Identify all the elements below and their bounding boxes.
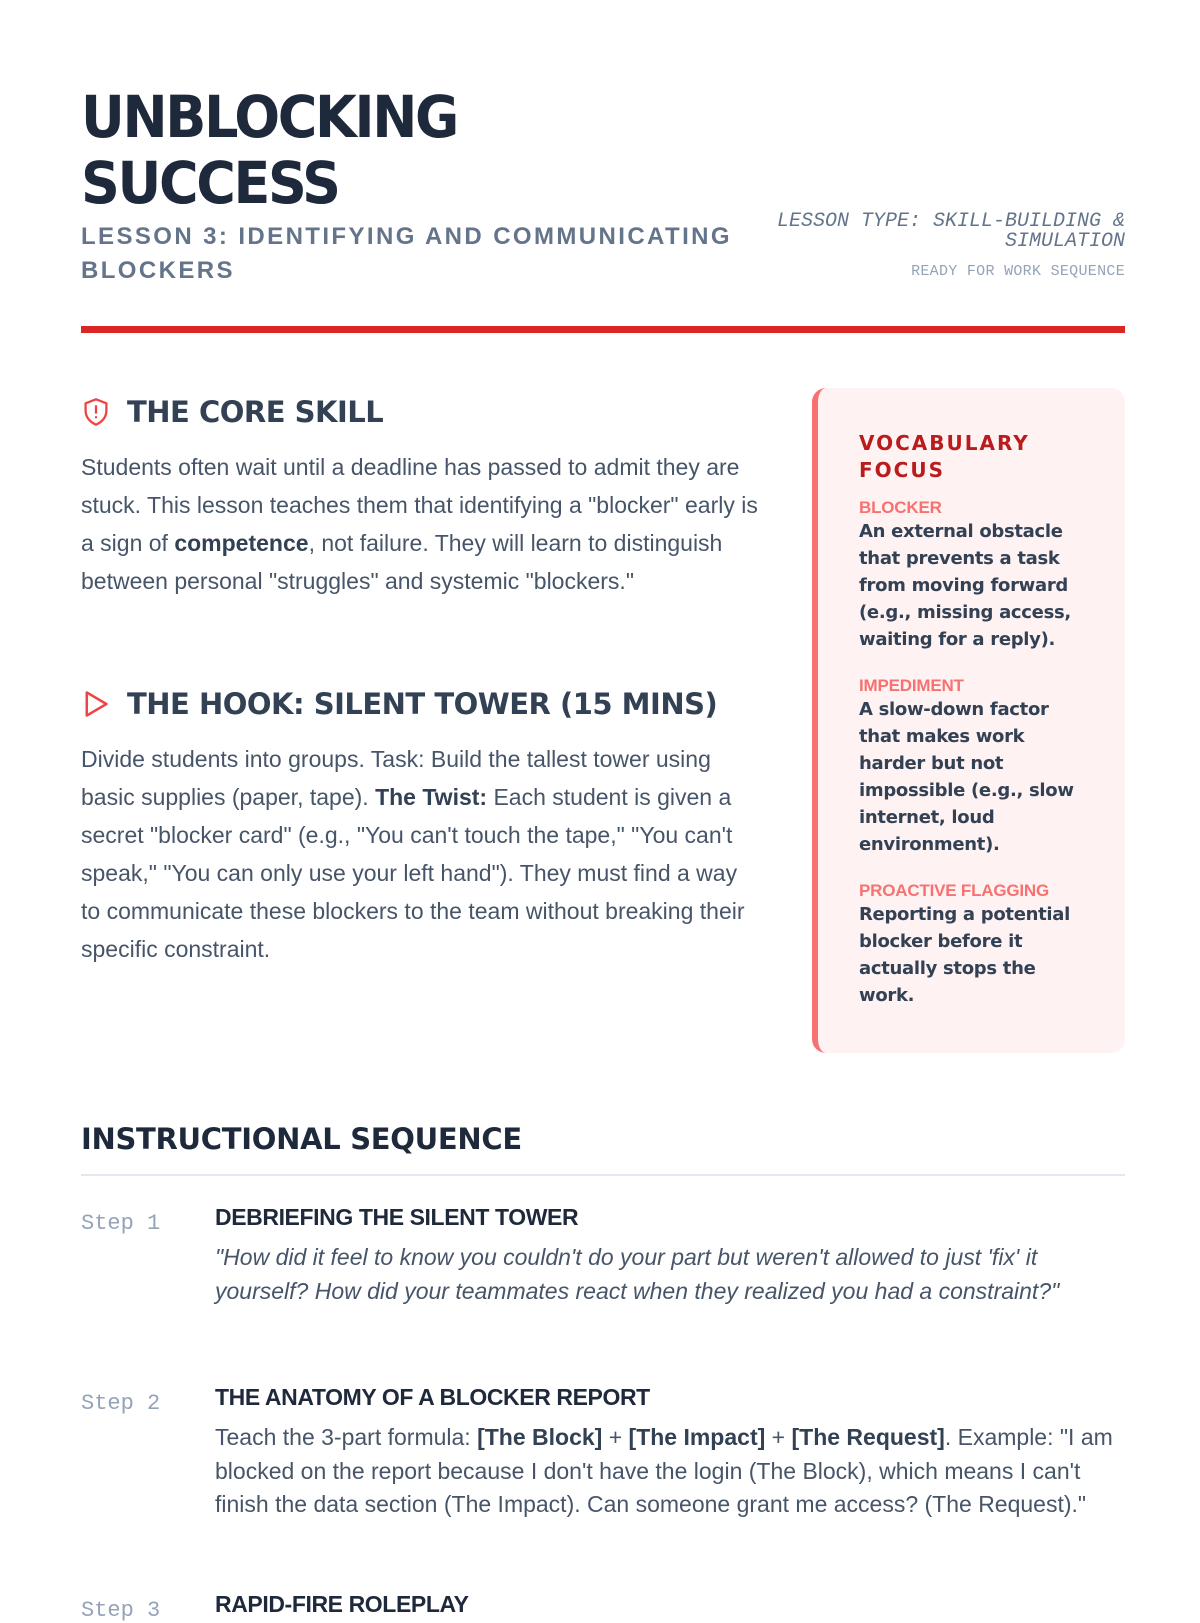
vocabulary-title: VOCABULARY FOCUS xyxy=(859,431,1030,482)
hook-text-end: Each student is given a secret "blocker card" (e.g., "You can't touch the tape," "You can't speak," "You can only use your left hand"). They must find a way to communicate these blockers to the team without breaking their specific constraint. xyxy=(81,784,745,962)
vocab-definition: A slow-down factor that makes work harder but not impossible (e.g., slow internet, loud environment). xyxy=(859,699,1074,855)
hook-heading xyxy=(81,686,761,722)
core-skill-emphasis: competence xyxy=(174,530,309,556)
lesson-header xyxy=(81,84,1125,334)
vocabulary-card xyxy=(812,388,1125,1053)
step-body: "How did it feel to know you couldn't do your part but weren't allowed to just 'fix' it yourself? How did your teammates react when they realized you had a constraint?" xyxy=(215,1244,1060,1304)
step-text-end: . Example: "I am blocked on the report because I don't have the login (The Block), which means I can't finish the data section (The Impact). Can someone grant me access? (The Request)." xyxy=(215,1424,1113,1517)
formula-plus: + xyxy=(602,1424,629,1450)
core-skill-section xyxy=(81,394,761,600)
vocab-definition: An external obstacle that prevents a task from moving forward (e.g., missing access, waiting for a reply). xyxy=(859,521,1071,650)
step-label: Step 3 xyxy=(81,1598,161,1623)
vocab-item xyxy=(859,676,1085,858)
vocab-item xyxy=(859,498,1085,653)
vocab-term: BLOCKER xyxy=(859,498,942,517)
formula-block: [The Block] xyxy=(477,1424,603,1450)
core-skill-heading xyxy=(81,394,761,430)
step-title: THE ANATOMY OF A BLOCKER REPORT xyxy=(215,1384,650,1410)
sequence-divider xyxy=(81,1174,1125,1176)
hook-text: Divide students into groups. Task: Build the tallest tower using basic supplies (paper, tape). xyxy=(81,746,711,810)
play-icon xyxy=(81,689,111,719)
title-line-1: UNBLOCKING xyxy=(81,83,457,151)
core-skill-title: THE CORE SKILL xyxy=(127,395,384,429)
step-content xyxy=(215,1590,1125,1618)
hook-section xyxy=(81,686,761,968)
hook-body xyxy=(81,740,761,968)
page-title xyxy=(81,84,639,216)
core-skill-text-end: , not failure. They will learn to distinguish between personal "struggles" and systemic "blockers." xyxy=(81,530,723,594)
lesson-subtitle: LESSON 3: IDENTIFYING AND COMMUNICATING BLOCKERS xyxy=(81,223,732,284)
step-label: Step 2 xyxy=(81,1391,161,1416)
step-title: DEBRIEFING THE SILENT TOWER xyxy=(215,1204,579,1230)
title-line-2: SUCCESS xyxy=(81,149,339,217)
step-label: Step 1 xyxy=(81,1211,161,1236)
shield-alert-icon xyxy=(81,397,111,427)
step-text: Teach the 3-part formula: xyxy=(215,1424,478,1450)
step-content xyxy=(215,1383,1125,1522)
lesson-status: READY FOR WORK SEQUENCE xyxy=(911,263,1125,280)
vocab-term: PROACTIVE FLAGGING xyxy=(859,881,1050,900)
vocab-definition: Reporting a potential blocker before it actually stops the work. xyxy=(859,904,1071,1006)
hook-title: THE HOOK: SILENT TOWER (15 MINS) xyxy=(127,687,718,721)
core-skill-text: Students often wait until a deadline has passed to admit they are stuck. This lesson teaches them that identifying a "blocker" early is a sign of xyxy=(81,454,758,556)
formula-plus: + xyxy=(765,1424,792,1450)
header-divider xyxy=(81,326,1125,333)
sequence-title: INSTRUCTIONAL SEQUENCE xyxy=(81,1122,522,1156)
vocab-term: IMPEDIMENT xyxy=(859,676,964,695)
vocab-item xyxy=(859,881,1085,1009)
hook-emphasis: The Twist: xyxy=(375,784,488,810)
core-skill-body xyxy=(81,448,761,600)
lesson-type: LESSON TYPE: SKILL-BUILDING & SIMULATION xyxy=(776,210,1125,253)
step-title: RAPID-FIRE ROLEPLAY xyxy=(215,1591,469,1617)
formula-request: [The Request] xyxy=(791,1424,945,1450)
step-content xyxy=(215,1203,1125,1308)
formula-impact: [The Impact] xyxy=(628,1424,766,1450)
step-body xyxy=(215,1421,1125,1522)
lesson-meta xyxy=(765,212,1125,280)
